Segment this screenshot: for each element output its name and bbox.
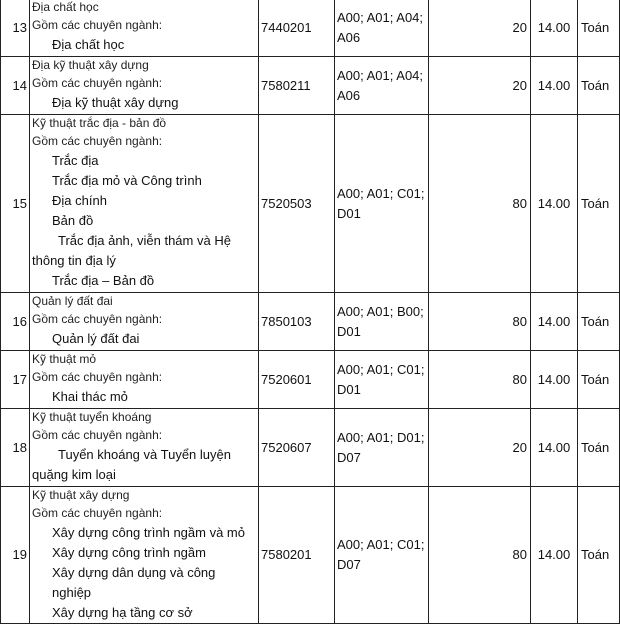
priority-subject: Toán: [578, 57, 620, 115]
specialization: Xây dựng công trình ngầm và mỏ: [52, 525, 245, 540]
specialization: Địa chính: [52, 193, 107, 208]
specialization: Trắc địa: [52, 153, 99, 168]
major-cell: [30, 293, 259, 351]
row-number: 15: [1, 115, 30, 293]
min-score: 14.00: [531, 293, 578, 351]
min-score: 14.00: [531, 0, 578, 57]
priority-subject: Toán: [578, 351, 620, 409]
min-score: 14.00: [531, 57, 578, 115]
quota: 20: [429, 57, 531, 115]
priority-subject: Toán: [578, 487, 620, 624]
includes-label: Gồm các chuyên ngành:: [32, 18, 163, 32]
includes-label: Gồm các chuyên ngành:: [32, 312, 163, 326]
major-cell: [30, 351, 259, 409]
priority-subject: Toán: [578, 0, 620, 57]
row-number: 13: [1, 0, 30, 57]
major-title: Địa chất học: [32, 0, 99, 14]
min-score: 14.00: [531, 351, 578, 409]
specialization: Khai thác mỏ: [52, 389, 128, 404]
subject-combos: A00; A01; C01; D07: [335, 487, 429, 624]
specialization: Trắc địa ảnh, viễn thám và Hệ thông tin địa lý: [32, 233, 231, 268]
specialization: Địa kỹ thuật xây dựng: [52, 95, 179, 110]
subject-combos: A00; A01; C01; D01: [335, 351, 429, 409]
major-title: Kỹ thuật mỏ: [32, 352, 97, 366]
specialization: Tuyển khoáng và Tuyển luyện quặng kim loại: [32, 447, 231, 482]
includes-label: Gồm các chuyên ngành:: [32, 370, 163, 384]
specialization: Trắc địa mỏ và Công trình: [52, 173, 202, 188]
row-number: 18: [1, 409, 30, 487]
priority-subject: Toán: [578, 115, 620, 293]
table-row: [1, 409, 620, 487]
priority-subject: Toán: [578, 293, 620, 351]
specialization: Xây dựng dân dụng và công nghiệp: [52, 565, 216, 600]
major-title: Kỹ thuật tuyển khoáng: [32, 410, 152, 424]
min-score: 14.00: [531, 409, 578, 487]
major-cell: [30, 0, 259, 57]
subject-combos: A00; A01; B00; D01: [335, 293, 429, 351]
subject-combos: A00; A01; A04; A06: [335, 0, 429, 57]
major-title: Kỹ thuật trắc địa - bản đồ: [32, 116, 167, 130]
table-row: [1, 487, 620, 624]
table-row: [1, 57, 620, 115]
row-number: 19: [1, 487, 30, 624]
quota: 80: [429, 351, 531, 409]
major-cell: [30, 57, 259, 115]
major-code: 7580211: [259, 57, 335, 115]
major-cell: [30, 115, 259, 293]
table-row: [1, 351, 620, 409]
specialization: Bản đồ: [52, 213, 94, 228]
table-row: [1, 293, 620, 351]
row-number: 17: [1, 351, 30, 409]
quota: 80: [429, 487, 531, 624]
includes-label: Gồm các chuyên ngành:: [32, 134, 163, 148]
major-code: 7520503: [259, 115, 335, 293]
quota: 80: [429, 293, 531, 351]
includes-label: Gồm các chuyên ngành:: [32, 428, 163, 442]
major-code: 7440201: [259, 0, 335, 57]
table-row: [1, 0, 620, 57]
priority-subject: Toán: [578, 409, 620, 487]
quota: 20: [429, 409, 531, 487]
major-code: 7580201: [259, 487, 335, 624]
row-number: 16: [1, 293, 30, 351]
major-code: 7520601: [259, 351, 335, 409]
subject-combos: A00; A01; A04; A06: [335, 57, 429, 115]
specialization: Xây dựng công trình ngầm: [52, 545, 206, 560]
min-score: 14.00: [531, 487, 578, 624]
major-title: Quản lý đất đai: [32, 294, 113, 308]
quota: 80: [429, 115, 531, 293]
specialization: Quản lý đất đai: [52, 331, 140, 346]
subject-combos: A00; A01; C01; D01: [335, 115, 429, 293]
major-cell: [30, 487, 259, 624]
includes-label: Gồm các chuyên ngành:: [32, 506, 163, 520]
specialization: Xây dựng hạ tầng cơ sở: [52, 605, 193, 620]
major-title: Kỹ thuật xây dựng: [32, 488, 130, 502]
min-score: 14.00: [531, 115, 578, 293]
table-row: [1, 115, 620, 293]
quota: 20: [429, 0, 531, 57]
major-title: Địa kỹ thuật xây dựng: [32, 58, 149, 72]
row-number: 14: [1, 57, 30, 115]
specialization: Địa chất học: [52, 37, 125, 52]
subject-combos: A00; A01; D01; D07: [335, 409, 429, 487]
major-code: 7850103: [259, 293, 335, 351]
includes-label: Gồm các chuyên ngành:: [32, 76, 163, 90]
specialization: Trắc địa – Bản đồ: [52, 273, 155, 288]
major-code: 7520607: [259, 409, 335, 487]
major-cell: [30, 409, 259, 487]
